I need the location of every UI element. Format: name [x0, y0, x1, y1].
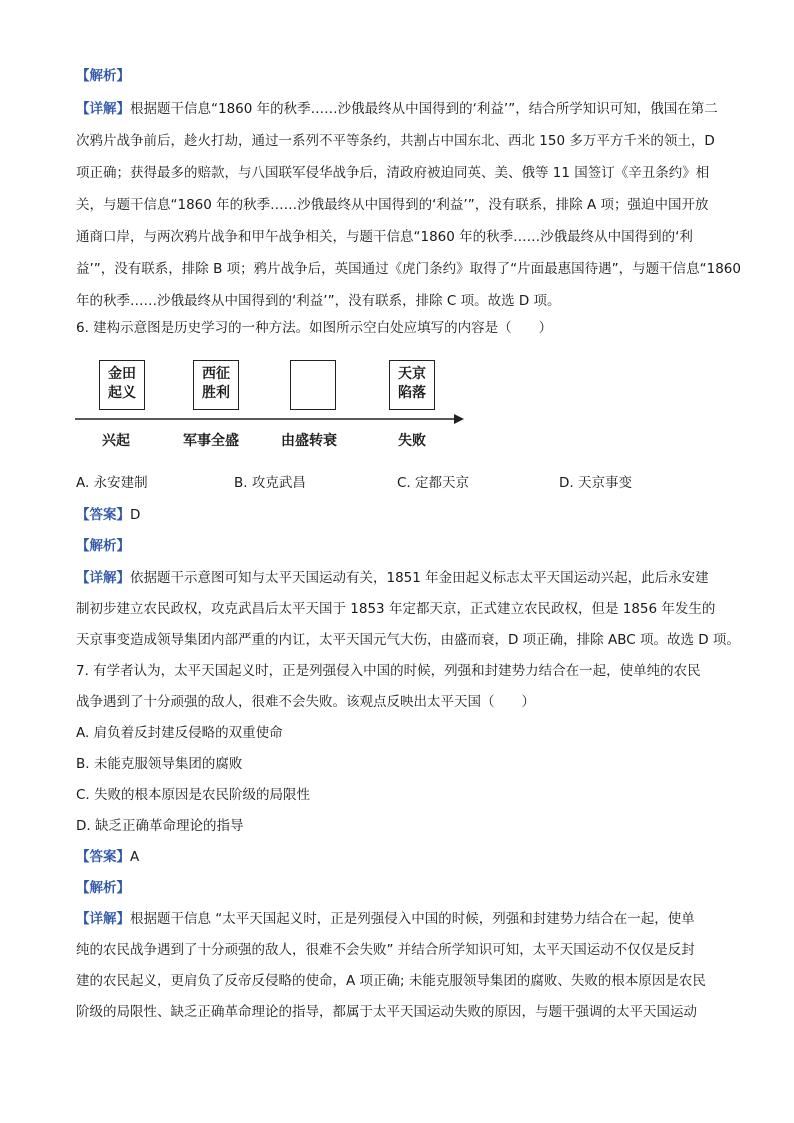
detail-paragraph-line: 【详解】根据题干信息 “太平天国起义时，正是列强侵入中国的时候，列强和封建势力结合在一起，使单 — [76, 911, 695, 927]
detail-paragraph-line: 纯的农民战争遇到了十分顽强的敌人，很难不会失败” 并结合所学知识可知，太平天国运动不仅仅是反封 — [76, 942, 695, 958]
detail-paragraph-line: 次鸦片战争前后，趁火打劫，通过一系列不平等条约，共割占中国东北、西北 150 多万平方千米的领土，D — [76, 133, 715, 149]
option-d: D. 天京事变 — [559, 475, 632, 491]
diagram-box-xizheng: 西征 胜利 — [193, 360, 239, 410]
analysis-heading: 【解析】 — [76, 68, 130, 84]
analysis-heading: 【解析】 — [76, 538, 130, 554]
answer-line: 【答案】D — [76, 507, 141, 523]
answer-line: 【答案】A — [76, 849, 140, 865]
option-a: A. 永安建制 — [76, 475, 148, 491]
detail-paragraph-line: 年的秋季……沙俄最终从中国得到的‘利益’”，没有联系，排除 C 项。故选 D 项。 — [76, 293, 561, 309]
option-c: C. 定都天京 — [397, 475, 470, 491]
diagram-box-blank — [290, 360, 336, 410]
diagram-box-tianjing: 天京 陷落 — [389, 360, 435, 410]
question-6-stem: 6. 建构示意图是历史学习的一种方法。如图所示空白处应填写的内容是（ ） — [76, 320, 553, 336]
question-7-stem: 战争遇到了十分顽强的敌人，很难不会失败。该观点反映出太平天国（ ） — [76, 694, 535, 710]
option-d: D. 缺乏正确革命理论的指导 — [76, 818, 244, 834]
diagram-box-jintian: 金田 起义 — [99, 360, 145, 410]
detail-paragraph-line: 建的农民起义，更肩负了反帝反侵略的使命，A 项正确; 未能克服领导集团的腐败、失败的根本原因是农民 — [76, 973, 706, 989]
stage-label-rise: 兴起 — [102, 433, 130, 449]
detail-paragraph-line: 关，与题干信息“1860 年的秋季……沙俄最终从中国得到的‘利益’”，没有联系，排除 A 项；强迫中国开放 — [76, 197, 709, 213]
question-7-stem: 7. 有学者认为，太平天国起义时，正是列强侵入中国的时候，列强和封建势力结合在一起，使单纯的农民 — [76, 663, 701, 679]
stage-label-decline: 由盛转衰 — [281, 433, 337, 449]
detail-paragraph-line: 益’”，没有联系，排除 B 项；鸦片战争后，英国通过《虎门条约》取得了“片面最惠国待遇”，与题干信息“1860 — [76, 261, 741, 277]
option-b: B. 攻克武昌 — [234, 475, 306, 491]
detail-paragraph-line: 制初步建立农民政权，攻克武昌后太平天国于 1853 年定都天京，正式建立农民政权，但是 1856 年发生的 — [76, 601, 716, 617]
timeline-arrow — [70, 412, 470, 426]
option-c: C. 失败的根本原因是农民阶级的局限性 — [76, 787, 311, 803]
detail-paragraph-line: 通商口岸，与两次鸦片战争和甲午战争相关，与题干信息“1860 年的秋季……沙俄最终从中国得到的‘利 — [76, 229, 693, 245]
option-b: B. 未能克服领导集团的腐败 — [76, 756, 243, 772]
detail-paragraph-line: 项正确；获得最多的赔款，与八国联军侵华战争后，清政府被迫同英、美、俄等 11 国签订《辛丑条约》相 — [76, 165, 710, 181]
stage-label-peak: 军事全盛 — [183, 433, 239, 449]
detail-paragraph-line: 【详解】根据题干信息“1860 年的秋季……沙俄最终从中国得到的‘利益’”，结合所学知识可知，俄国在第二 — [76, 101, 718, 117]
stage-label-fail: 失败 — [398, 433, 426, 449]
detail-paragraph-line: 【详解】依据题干示意图可知与太平天国运动有关，1851 年金田起义标志太平天国运动兴起，此后永安建 — [76, 570, 709, 586]
option-a: A. 肩负着反封建反侵略的双重使命 — [76, 725, 283, 741]
analysis-heading: 【解析】 — [76, 880, 130, 896]
detail-paragraph-line: 天京事变造成领导集团内部严重的内讧，太平天国元气大伤，由盛而衰，D 项正确，排除 ABC 项。故选 D 项。 — [76, 632, 740, 648]
detail-paragraph-line: 阶级的局限性、缺乏正确革命理论的指导，都属于太平天国运动失败的原因，与题干强调的太平天国运动 — [76, 1004, 697, 1020]
